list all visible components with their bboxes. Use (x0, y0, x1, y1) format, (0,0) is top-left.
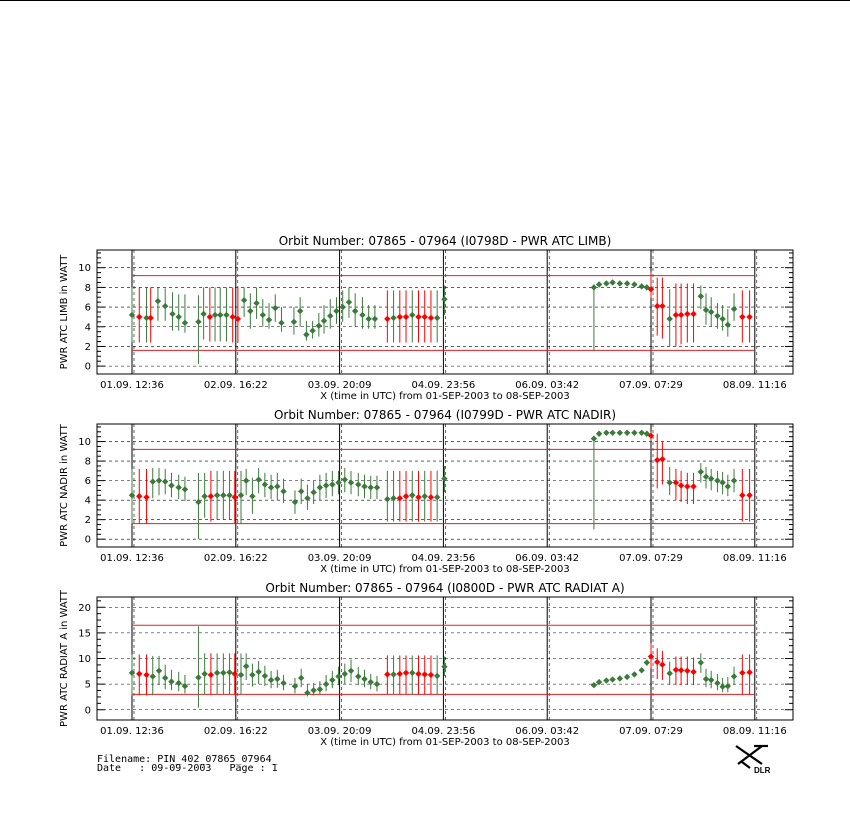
x-tick-label: 03.09. 20:09 (307, 726, 372, 737)
data-point (638, 667, 644, 673)
data-point (201, 671, 207, 677)
date-value: : 09-09-2003 (139, 763, 212, 774)
data-point (355, 481, 361, 487)
data-point (434, 315, 440, 321)
data-point (274, 483, 280, 489)
data-point (201, 493, 207, 499)
data-point (361, 676, 367, 682)
data-point (603, 280, 609, 286)
data-point (617, 430, 623, 436)
data-point (731, 673, 737, 679)
data-point (714, 477, 720, 483)
data-point (739, 670, 745, 676)
data-point (631, 671, 637, 677)
x-tick-label: 06.09. 03:42 (515, 553, 580, 564)
data-point (147, 315, 153, 321)
data-point (342, 476, 348, 482)
data-point (253, 300, 259, 306)
data-point (327, 313, 333, 319)
data-point (746, 669, 752, 675)
data-point (739, 492, 745, 498)
data-point (739, 314, 745, 320)
data-point (220, 670, 226, 676)
data-point (359, 312, 365, 318)
x-axis-label: X (time in UTC) from 01-SEP-2003 to 08-SEP-2003 (320, 564, 570, 575)
data-point (162, 478, 168, 484)
data-point (678, 312, 684, 318)
data-point (266, 317, 272, 323)
data-point (374, 681, 380, 687)
x-tick-label: 04.09. 23:56 (411, 380, 476, 391)
x-tick-label: 01.09. 12:36 (100, 380, 164, 391)
data-point (303, 331, 309, 337)
data-point (714, 680, 720, 686)
data-point (428, 315, 434, 321)
data-point (708, 309, 714, 315)
data-point (220, 492, 226, 498)
data-point (329, 481, 335, 487)
y-tick-label: 6 (84, 476, 91, 488)
data-point (708, 677, 714, 683)
x-tick-label: 04.09. 23:56 (411, 553, 476, 564)
data-point (333, 308, 339, 314)
data-point (309, 327, 315, 333)
data-point (624, 430, 630, 436)
data-point (441, 664, 447, 670)
data-point (746, 492, 752, 498)
data-point (361, 483, 367, 489)
data-point (207, 314, 213, 320)
data-point (195, 319, 201, 325)
data-point (156, 477, 162, 483)
chart-title: Orbit Number: 07865 - 07964 (I0798D - PWR ATC LIMB) (278, 234, 612, 248)
data-point (323, 681, 329, 687)
data-point (384, 671, 390, 677)
data-point (731, 477, 737, 483)
data-point (243, 663, 249, 669)
data-point (214, 670, 220, 676)
y-tick-label: 20 (78, 602, 91, 614)
y-axis-label: PWR ATC LIMB in WATT (59, 254, 70, 370)
data-point (624, 280, 630, 286)
data-point (690, 669, 696, 675)
x-tick-label: 06.09. 03:42 (515, 380, 580, 391)
data-point (182, 320, 188, 326)
y-tick-label: 4 (84, 495, 91, 507)
data-point (298, 675, 304, 681)
data-point (746, 314, 752, 320)
data-point (229, 314, 235, 320)
data-point (591, 435, 597, 441)
y-tick-label: 10 (78, 263, 91, 275)
data-point (208, 672, 214, 678)
data-point (591, 682, 597, 688)
data-point (403, 493, 409, 499)
x-tick-label: 03.09. 20:09 (307, 380, 372, 391)
data-point (415, 314, 421, 320)
data-point (609, 279, 615, 285)
data-point (666, 316, 672, 322)
data-point (703, 307, 709, 313)
data-point (176, 314, 182, 320)
data-point (415, 494, 421, 500)
data-point (631, 430, 637, 436)
chart-panel-1 (59, 234, 793, 402)
data-point (208, 493, 214, 499)
data-point (297, 308, 303, 314)
data-point (238, 492, 244, 498)
data-point (698, 469, 704, 475)
x-tick-label: 04.09. 23:56 (411, 726, 476, 737)
y-tick-label: 10 (78, 437, 91, 449)
data-point (603, 677, 609, 683)
x-tick-label: 03.09. 20:09 (307, 553, 372, 564)
x-tick-label: 07.09. 07:29 (619, 380, 683, 391)
data-point (409, 670, 415, 676)
data-point (291, 319, 297, 325)
data-point (143, 494, 149, 500)
data-point (249, 672, 255, 678)
data-point (703, 474, 709, 480)
x-tick-label: 02.09. 16:22 (203, 553, 268, 564)
data-point (725, 322, 731, 328)
x-tick-label: 02.09. 16:22 (203, 380, 268, 391)
x-tick-label: 01.09. 12:36 (100, 726, 164, 737)
y-tick-label: 15 (78, 628, 91, 640)
data-point (434, 673, 440, 679)
data-point (428, 672, 434, 678)
data-point (348, 668, 354, 674)
data-point (365, 316, 371, 322)
data-point (659, 456, 665, 462)
y-tick-label: 10 (78, 654, 91, 665)
chart-title: Orbit Number: 07865 - 07964 (I0800D - PWR ATC RADIAT A) (265, 581, 625, 595)
data-point (678, 667, 684, 673)
data-point (409, 312, 415, 318)
date-label: Date (97, 763, 122, 774)
x-axis-label: X (time in UTC) from 01-SEP-2003 to 08-SEP-2003 (320, 391, 570, 402)
data-point (617, 280, 623, 286)
data-point (169, 311, 175, 317)
data-point (232, 494, 238, 500)
y-tick-label: 2 (84, 341, 91, 353)
data-point (262, 481, 268, 487)
data-point (624, 674, 630, 680)
data-point (719, 683, 725, 689)
y-tick-label: 8 (84, 456, 91, 468)
data-point (238, 672, 244, 678)
data-point (609, 430, 615, 436)
data-point (214, 492, 220, 498)
y-axis-label: PWR ATC NADIR in WATT (59, 424, 70, 547)
data-point (255, 669, 261, 675)
data-point (714, 313, 720, 319)
data-point (673, 667, 679, 673)
data-point (422, 671, 428, 677)
data-point (415, 671, 421, 677)
x-tick-label: 08.09. 11:16 (722, 726, 787, 737)
data-point (390, 671, 396, 677)
data-point (335, 673, 341, 679)
data-point (200, 311, 206, 317)
x-tick-label: 08.09. 11:16 (722, 380, 787, 391)
data-point (384, 316, 390, 322)
data-point (298, 488, 304, 494)
data-point (342, 671, 348, 677)
chart-title: Orbit Number: 07865 - 07964 (I0799D - PWR ATC NADIR) (273, 408, 617, 422)
data-point (316, 323, 322, 329)
data-point (249, 493, 255, 499)
data-point (352, 308, 358, 314)
data-point (703, 676, 709, 682)
data-point (136, 314, 142, 320)
data-point (168, 482, 174, 488)
data-point (243, 477, 249, 483)
filename-label: Filename: (97, 754, 152, 765)
data-point (666, 670, 672, 676)
data-point (591, 284, 597, 290)
x-tick-label: 02.09. 16:22 (203, 726, 268, 737)
data-point (223, 312, 229, 318)
data-point (226, 492, 232, 498)
data-point (708, 475, 714, 481)
data-point (409, 492, 415, 498)
chart-panel-3 (59, 581, 793, 748)
data-point (321, 318, 327, 324)
data-point (690, 483, 696, 489)
data-point (698, 659, 704, 665)
data-point (176, 680, 182, 686)
data-point (278, 320, 284, 326)
data-point (725, 683, 731, 689)
data-point (136, 671, 142, 677)
data-point (368, 484, 374, 490)
y-tick-label: 6 (84, 302, 91, 314)
data-point (162, 303, 168, 309)
x-tick-label: 07.09. 07:29 (619, 726, 683, 737)
data-point (654, 659, 660, 665)
data-point (346, 299, 352, 305)
data-point (310, 489, 316, 495)
data-point (403, 314, 409, 320)
chart-panel-2 (59, 408, 793, 575)
data-point (182, 486, 188, 492)
data-point (609, 676, 615, 682)
data-point (150, 478, 156, 484)
data-point (638, 430, 644, 436)
y-tick-label: 4 (84, 322, 91, 334)
data-point (428, 494, 434, 500)
data-point (603, 430, 609, 436)
data-point (317, 484, 323, 490)
data-point (596, 281, 602, 287)
data-point (272, 305, 278, 311)
data-point (317, 686, 323, 692)
y-tick-label: 0 (84, 534, 91, 546)
x-tick-label: 08.09. 11:16 (722, 553, 787, 564)
data-point (226, 669, 232, 675)
data-point (690, 311, 696, 317)
data-point (422, 493, 428, 499)
data-point (684, 483, 690, 489)
data-point (631, 281, 637, 287)
y-tick-label: 0 (84, 361, 91, 373)
dlr-logo (728, 742, 778, 774)
data-point (241, 297, 247, 303)
data-point (176, 484, 182, 490)
data-point (617, 675, 623, 681)
data-point (268, 484, 274, 490)
data-point (422, 314, 428, 320)
data-point (397, 314, 403, 320)
data-point (644, 659, 650, 665)
y-axis-label: PWR ATC RADIAT A in WATT (59, 590, 70, 727)
data-point (355, 673, 361, 679)
data-point (150, 673, 156, 679)
data-point (162, 675, 168, 681)
data-point (725, 483, 731, 489)
data-point (304, 690, 310, 696)
y-tick-label: 2 (84, 515, 91, 527)
y-tick-label: 0 (84, 705, 91, 717)
data-point (168, 678, 174, 684)
data-point (719, 316, 725, 322)
footer-date (97, 764, 278, 774)
x-tick-label: 06.09. 03:42 (515, 726, 580, 737)
dlr-emblem-icon (736, 746, 768, 768)
data-point (678, 482, 684, 488)
data-point (397, 671, 403, 677)
data-point (698, 293, 704, 299)
data-point (434, 494, 440, 500)
data-point (654, 457, 660, 463)
data-point (348, 479, 354, 485)
data-point (659, 661, 665, 667)
data-point (441, 296, 447, 302)
data-point (335, 479, 341, 485)
data-point (260, 312, 266, 318)
data-point (232, 671, 238, 677)
filename-value: PIN_402_07865_07964_ (157, 754, 278, 765)
data-point (323, 482, 329, 488)
data-point (390, 315, 396, 321)
data-point (719, 479, 725, 485)
data-point (684, 668, 690, 674)
data-point (403, 670, 409, 676)
data-point (262, 673, 268, 679)
data-point (143, 672, 149, 678)
x-axis-label: X (time in UTC) from 01-SEP-2003 to 08-SEP-2003 (320, 737, 570, 748)
data-point (659, 303, 665, 309)
dlr-logo-text: DLR (754, 766, 771, 774)
data-point (329, 677, 335, 683)
data-point (255, 476, 261, 482)
data-point (217, 312, 223, 318)
data-point (155, 298, 161, 304)
data-point (372, 316, 378, 322)
data-point (195, 674, 201, 680)
data-point (638, 283, 644, 289)
data-point (136, 493, 142, 499)
data-point (684, 311, 690, 317)
data-point (340, 304, 346, 310)
data-point (596, 431, 602, 437)
plot-frame (97, 250, 793, 374)
x-tick-label: 01.09. 12:36 (100, 553, 164, 564)
y-tick-label: 5 (84, 679, 91, 691)
data-point (156, 668, 162, 674)
data-point (310, 687, 316, 693)
data-point (268, 677, 274, 683)
data-point (280, 680, 286, 686)
x-tick-label: 07.09. 07:29 (619, 553, 683, 564)
data-point (731, 306, 737, 312)
data-point (274, 676, 280, 682)
data-point (384, 496, 390, 502)
y-tick-label: 8 (84, 282, 91, 294)
data-point (247, 308, 253, 314)
data-point (280, 488, 286, 494)
data-point (374, 484, 380, 490)
page-label: Page : 1 (229, 763, 278, 774)
